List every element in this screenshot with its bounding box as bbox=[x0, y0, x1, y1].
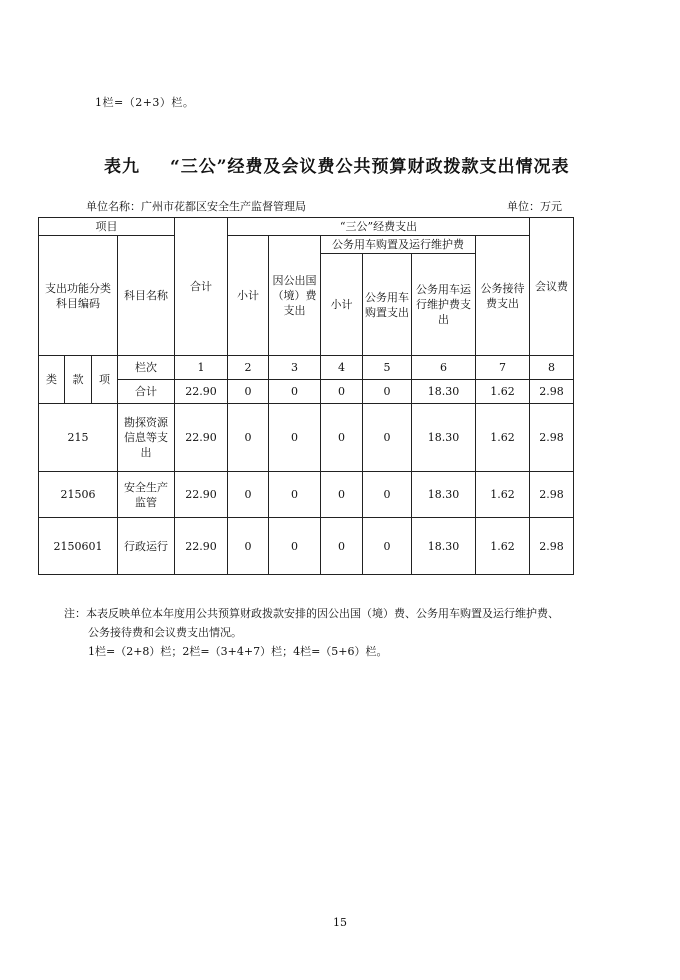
row-cell: 0 bbox=[363, 472, 412, 518]
row-cell: 18.30 bbox=[412, 404, 476, 472]
row-cell: 0 bbox=[228, 404, 269, 472]
note-line: 1栏=（2+8）栏；2栏=（3+4+7）栏；4栏=（5+6）栏。 bbox=[88, 645, 388, 658]
row-code: 215 bbox=[39, 404, 118, 472]
header-xiang: 项 bbox=[92, 356, 118, 404]
row-code: 2150601 bbox=[39, 518, 118, 575]
row-cell: 22.90 bbox=[175, 518, 228, 575]
column-number: 3 bbox=[269, 356, 321, 380]
header-column-no: 栏次 bbox=[118, 356, 175, 380]
unit-row bbox=[86, 198, 562, 214]
row-cell: 0 bbox=[321, 518, 363, 575]
column-number: 5 bbox=[363, 356, 412, 380]
header-total: 合计 bbox=[175, 218, 228, 356]
title-prefix: 表九 bbox=[104, 157, 140, 177]
row-cell: 0 bbox=[363, 518, 412, 575]
header-subtotal: 小计 bbox=[228, 236, 269, 356]
title-main: “三公”经费及会议费公共预算财政拨款支出情况表 bbox=[170, 157, 570, 177]
header-subject-name: 科目名称 bbox=[118, 236, 175, 356]
note-line: 注：本表反映单位本年度用公共预算财政拨款安排的因公出国（境）费、公务用车购置及运行维护费、 bbox=[64, 607, 559, 620]
column-number: 2 bbox=[228, 356, 269, 380]
row-cell: 2.98 bbox=[530, 518, 574, 575]
header-vehicle-subtotal: 小计 bbox=[321, 254, 363, 356]
column-number: 1 bbox=[175, 356, 228, 380]
sum-cell: 18.30 bbox=[412, 380, 476, 404]
row-cell: 18.30 bbox=[412, 518, 476, 575]
row-name: 安全生产监管 bbox=[118, 472, 175, 518]
row-cell: 1.62 bbox=[476, 404, 530, 472]
sum-cell: 0 bbox=[321, 380, 363, 404]
table-row bbox=[39, 472, 574, 518]
sum-cell: 0 bbox=[269, 380, 321, 404]
page-title bbox=[104, 152, 570, 177]
row-code: 21506 bbox=[39, 472, 118, 518]
header-lei: 类 bbox=[39, 356, 65, 404]
note-line: 公务接待费和会议费支出情况。 bbox=[88, 626, 242, 639]
row-cell: 0 bbox=[228, 518, 269, 575]
header-vehicle-purchase: 公务用车购置支出 bbox=[363, 254, 412, 356]
row-cell: 0 bbox=[269, 472, 321, 518]
sum-cell: 22.90 bbox=[175, 380, 228, 404]
row-name: 勘探资源信息等支出 bbox=[118, 404, 175, 472]
table-row bbox=[39, 518, 574, 575]
row-cell: 0 bbox=[228, 472, 269, 518]
column-number: 7 bbox=[476, 356, 530, 380]
row-cell: 22.90 bbox=[175, 472, 228, 518]
unit-measure: 单位：万元 bbox=[507, 200, 562, 213]
sum-cell: 0 bbox=[228, 380, 269, 404]
row-cell: 2.98 bbox=[530, 404, 574, 472]
header-item: 项目 bbox=[39, 218, 175, 236]
header-overseas: 因公出国（境）费支出 bbox=[269, 236, 321, 356]
header-func-code: 支出功能分类科目编码 bbox=[39, 236, 118, 356]
table-row bbox=[39, 404, 574, 472]
header-vehicle: 公务用车购置及运行维护费 bbox=[321, 236, 476, 254]
row-cell: 2.98 bbox=[530, 472, 574, 518]
expense-table bbox=[38, 217, 574, 575]
row-cell: 22.90 bbox=[175, 404, 228, 472]
row-cell: 0 bbox=[269, 518, 321, 575]
header-kuan: 款 bbox=[65, 356, 92, 404]
page-number: 15 bbox=[333, 916, 347, 929]
row-cell: 0 bbox=[321, 404, 363, 472]
header-reception: 公务接待费支出 bbox=[476, 236, 530, 356]
sum-row bbox=[39, 380, 574, 404]
row-cell: 1.62 bbox=[476, 518, 530, 575]
table-note bbox=[64, 604, 604, 661]
header-vehicle-operation: 公务用车运行维护费支出 bbox=[412, 254, 476, 356]
header-meeting: 会议费 bbox=[530, 218, 574, 356]
sum-cell: 0 bbox=[363, 380, 412, 404]
row-cell: 0 bbox=[363, 404, 412, 472]
column-number: 8 bbox=[530, 356, 574, 380]
row-cell: 18.30 bbox=[412, 472, 476, 518]
column-number: 4 bbox=[321, 356, 363, 380]
row-cell: 0 bbox=[321, 472, 363, 518]
unit-name: 单位名称：广州市花都区安全生产监督管理局 bbox=[86, 200, 306, 213]
row-cell: 0 bbox=[269, 404, 321, 472]
sum-label: 合计 bbox=[118, 380, 175, 404]
column-number: 6 bbox=[412, 356, 476, 380]
sum-cell: 1.62 bbox=[476, 380, 530, 404]
header-sangong: “三公”经费支出 bbox=[228, 218, 530, 236]
top-note: 1栏=（2+3）栏。 bbox=[95, 96, 195, 109]
row-cell: 1.62 bbox=[476, 472, 530, 518]
row-name: 行政运行 bbox=[118, 518, 175, 575]
sum-cell: 2.98 bbox=[530, 380, 574, 404]
